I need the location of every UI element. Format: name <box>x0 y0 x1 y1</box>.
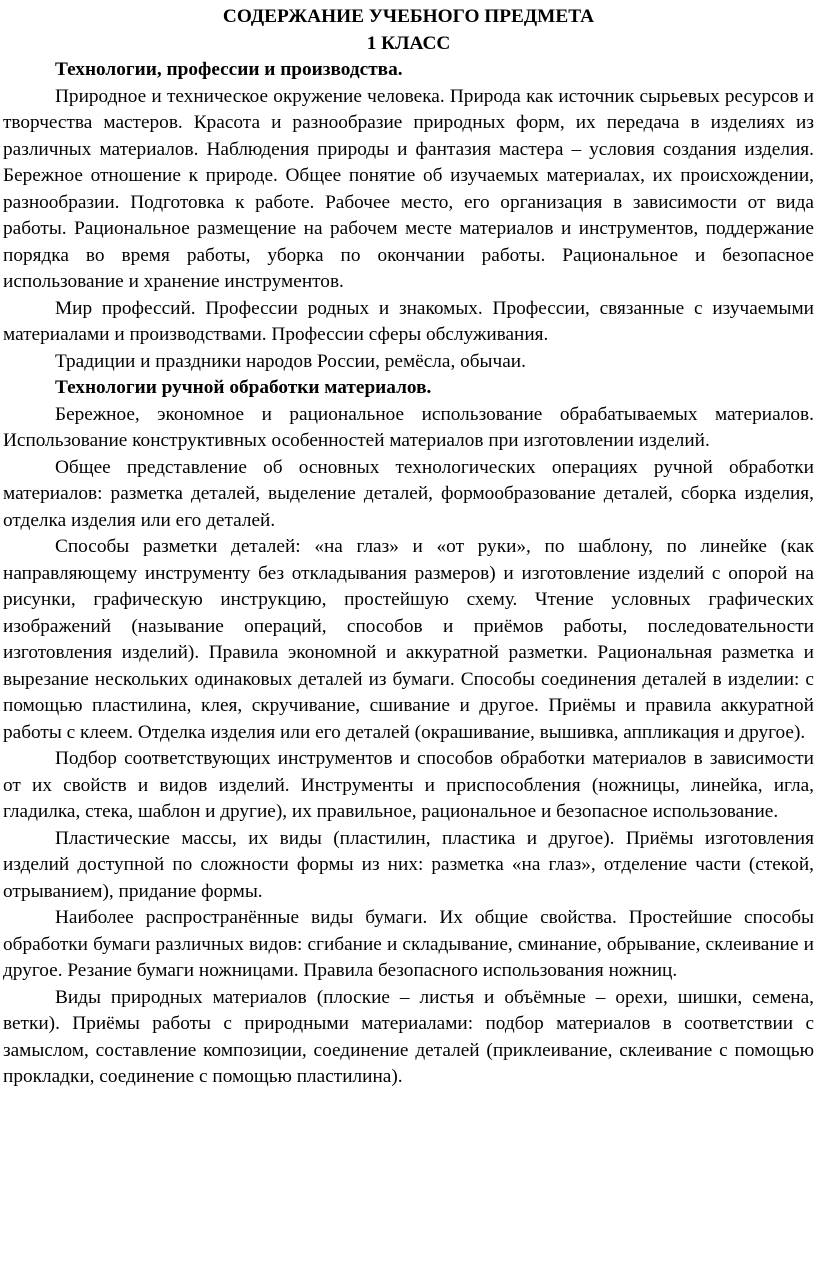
paragraph: Виды природных материалов (плоские – листья и объёмные – орехи, шишки, семена, ветки). Приёмы работы с природными материалами: подбор материалов в соответствии с замыслом, составление композиции, соединение деталей (приклеивание, склеивание с помощью прокладки, соединение с помощью пластилина). <box>3 986 814 1087</box>
paragraph: Мир профессий. Профессии родных и знакомых. Профессии, связанные с изучаемыми материалами и производствами. Профессии сферы обслуживания. <box>3 297 814 345</box>
paragraph: Общее представление об основных технологических операциях ручной обработки материалов: разметка деталей, выделение деталей, формообразование деталей, сборка изделия, отделка изделия или его деталей. <box>3 456 814 531</box>
paragraph: Способы разметки деталей: «на глаз» и «от руки», по шаблону, по линейке (как направляющему инструменту без откладывания размеров) и изготовление изделий с опорой на рисунки, графическую инструкцию, простейшую схему. Чтение условных графических изображений (называние операций, способов и приёмов работы, последовательности изготовления изделий). Правила экономной и аккуратной разметки. Рациональная разметка и вырезание нескольких одинаковых деталей из бумаги. Способы соединения деталей в изделии: с помощью пластилина, клея, скручивание, сшивание и другое. Приёмы и правила аккуратной работы с клеем. Отделка изделия или его деталей (окрашивание, вышивка, аппликация и другое). <box>3 536 814 743</box>
section-technologies-professions <box>3 57 814 375</box>
paragraph: Пластические массы, их виды (пластилин, пластика и другое). Приёмы изготовления изделий доступной по сложности формы из них: разметка «на глаз», отделение части (стекой, отрыванием), придание формы. <box>3 827 814 902</box>
section-heading: Технологии, профессии и производства. <box>55 59 403 80</box>
paragraph: Наиболее распространённые виды бумаги. Их общие свойства. Простейшие способы обработки бумаги различных видов: сгибание и складывание, сминание, обрывание, склеивание и другое. Резание бумаги ножницами. Правила безопасного использования ножниц. <box>3 907 814 981</box>
section-manual-processing <box>3 375 814 1091</box>
paragraph: Подбор соответствующих инструментов и способов обработки материалов в зависимости от их свойств и видов изделий. Инструменты и приспособления (ножницы, линейка, игла, гладилка, стека, шаблон и другие), их правильное, рациональное и безопасное использование. <box>3 748 814 822</box>
section-heading: Технологии ручной обработки материалов. <box>55 377 432 398</box>
paragraph: Традиции и праздники народов России, ремёсла, обычаи. <box>55 350 526 372</box>
class-subtitle: 1 КЛАСС <box>366 32 451 54</box>
document-title: СОДЕРЖАНИЕ УЧЕБНОГО ПРЕДМЕТА <box>222 6 595 27</box>
paragraph: Природное и техническое окружение человека. Природа как источник сырьевых ресурсов и творчества мастеров. Красота и разнообразие природных форм, их передача в изделиях из различных материалов. Наблюдения природы и фантазия мастера – условия создания изделия. Бережное отношение к природе. Общее понятие об изучаемых материалах, их происхождении, разнообразии. Подготовка к работе. Рабочее место, его организация в зависимости от вида работы. Рациональное размещение на рабочем месте материалов и инструментов, поддержание порядка во время работы, уборка по окончании работы. Рациональное и безопасное использование и хранение инструментов. <box>3 85 814 292</box>
paragraph: Бережное, экономное и рациональное использование обрабатываемых материалов. Использование конструктивных особенностей материалов при изготовлении изделий. <box>3 403 814 451</box>
